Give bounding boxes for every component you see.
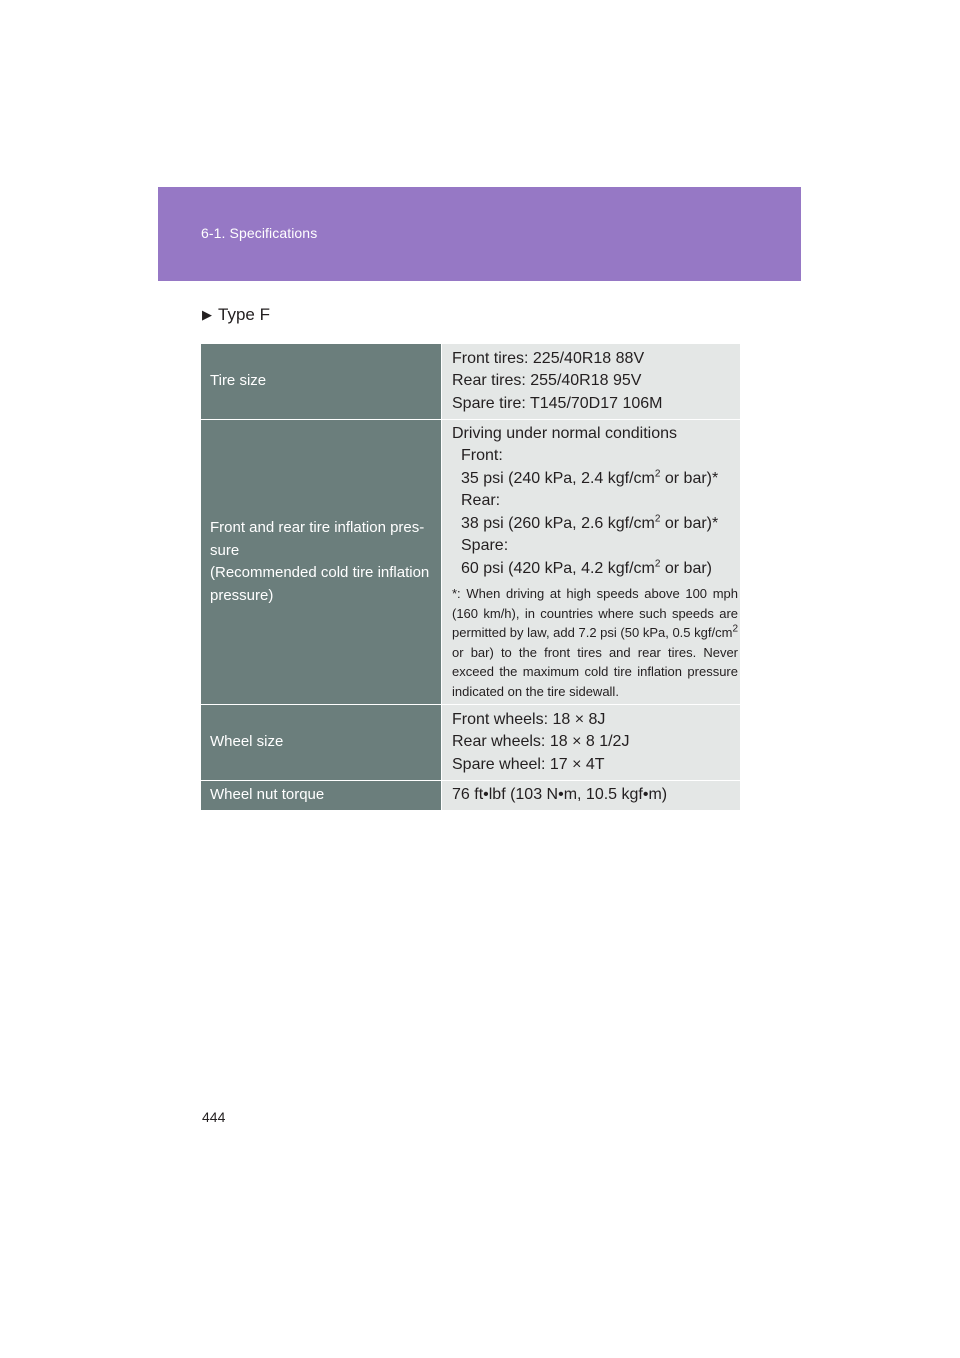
wheel-nut-torque-value: 76 ft•lbf (103 N•m, 10.5 kgf•m) [442, 781, 741, 811]
tire-spec-table [201, 344, 740, 810]
front-wheel-size: Front wheels: 18 × 8J [452, 710, 606, 728]
tire-size-label: Tire size [201, 344, 442, 420]
table-row-wheel-size [201, 705, 740, 781]
inflation-label-line: Front and rear tire inflation pres- [210, 519, 425, 536]
rear-pressure-text: 38 psi (260 kPa, 2.6 kgf/cm [461, 514, 655, 532]
triangle-right-icon: ▶ [202, 307, 212, 322]
inflation-label-line: pressure) [210, 586, 274, 604]
superscript: 2 [654, 513, 661, 525]
type-title: Type F [218, 305, 270, 324]
front-pressure-label: Front: [461, 447, 503, 465]
spare-pressure-text: or bar) [660, 559, 713, 577]
front-pressure-text: 35 psi (240 kPa, 2.4 kgf/cm [461, 469, 655, 487]
rear-pressure-text: or bar)* [660, 514, 719, 532]
inflation-intro: Driving under normal conditions [452, 424, 677, 442]
rear-pressure-label: Rear: [461, 492, 501, 510]
wheel-size-label: Wheel size [201, 705, 442, 781]
note-text: or bar) to the front tires and rear tires. Never exceed the maximum cold tire inflation pressure indicated on the tire sidewall. [452, 644, 738, 699]
high-speed-note [452, 584, 738, 701]
note-text: *: When driving at high speeds above 100 mph (160 km/h), in countries where such speeds are permitted by law, add 7.2 psi (50 kPa, 0.5 kgf/cm [452, 586, 738, 641]
section-header-band [158, 187, 801, 281]
inflation-label [201, 420, 442, 705]
tire-size-value [442, 344, 741, 420]
inflation-label-line: (Recommended cold tire inflation [210, 564, 430, 581]
superscript: 2 [654, 468, 661, 480]
spare-pressure-label: Spare: [461, 537, 509, 555]
rear-tire-size: Rear tires: 255/40R18 95V [452, 372, 642, 390]
section-title: 6-1. Specifications [201, 225, 318, 241]
front-tire-size: Front tires: 225/40R18 88V [452, 349, 645, 367]
spare-pressure-value [452, 558, 738, 581]
rear-pressure-value [452, 513, 738, 536]
table-row-inflation [201, 420, 740, 705]
type-heading [202, 305, 270, 325]
inflation-value [442, 420, 741, 705]
spare-wheel-size: Spare wheel: 17 × 4T [452, 755, 605, 773]
inflation-label-line: sure [210, 541, 240, 559]
table-row-tire-size [201, 344, 740, 420]
spare-tire-size: Spare tire: T145/70D17 106M [452, 394, 663, 412]
rear-wheel-size: Rear wheels: 18 × 8 1/2J [452, 733, 630, 751]
wheel-size-value [442, 705, 741, 781]
spare-pressure-text: 60 psi (420 kPa, 4.2 kgf/cm [461, 559, 655, 577]
front-pressure-value [452, 468, 738, 491]
table-row-wheel-nut-torque [201, 781, 740, 811]
wheel-nut-torque-label: Wheel nut torque [201, 781, 442, 811]
superscript: 2 [732, 623, 738, 635]
superscript: 2 [654, 558, 661, 570]
page-number: 444 [202, 1109, 226, 1125]
front-pressure-text: or bar)* [660, 469, 719, 487]
